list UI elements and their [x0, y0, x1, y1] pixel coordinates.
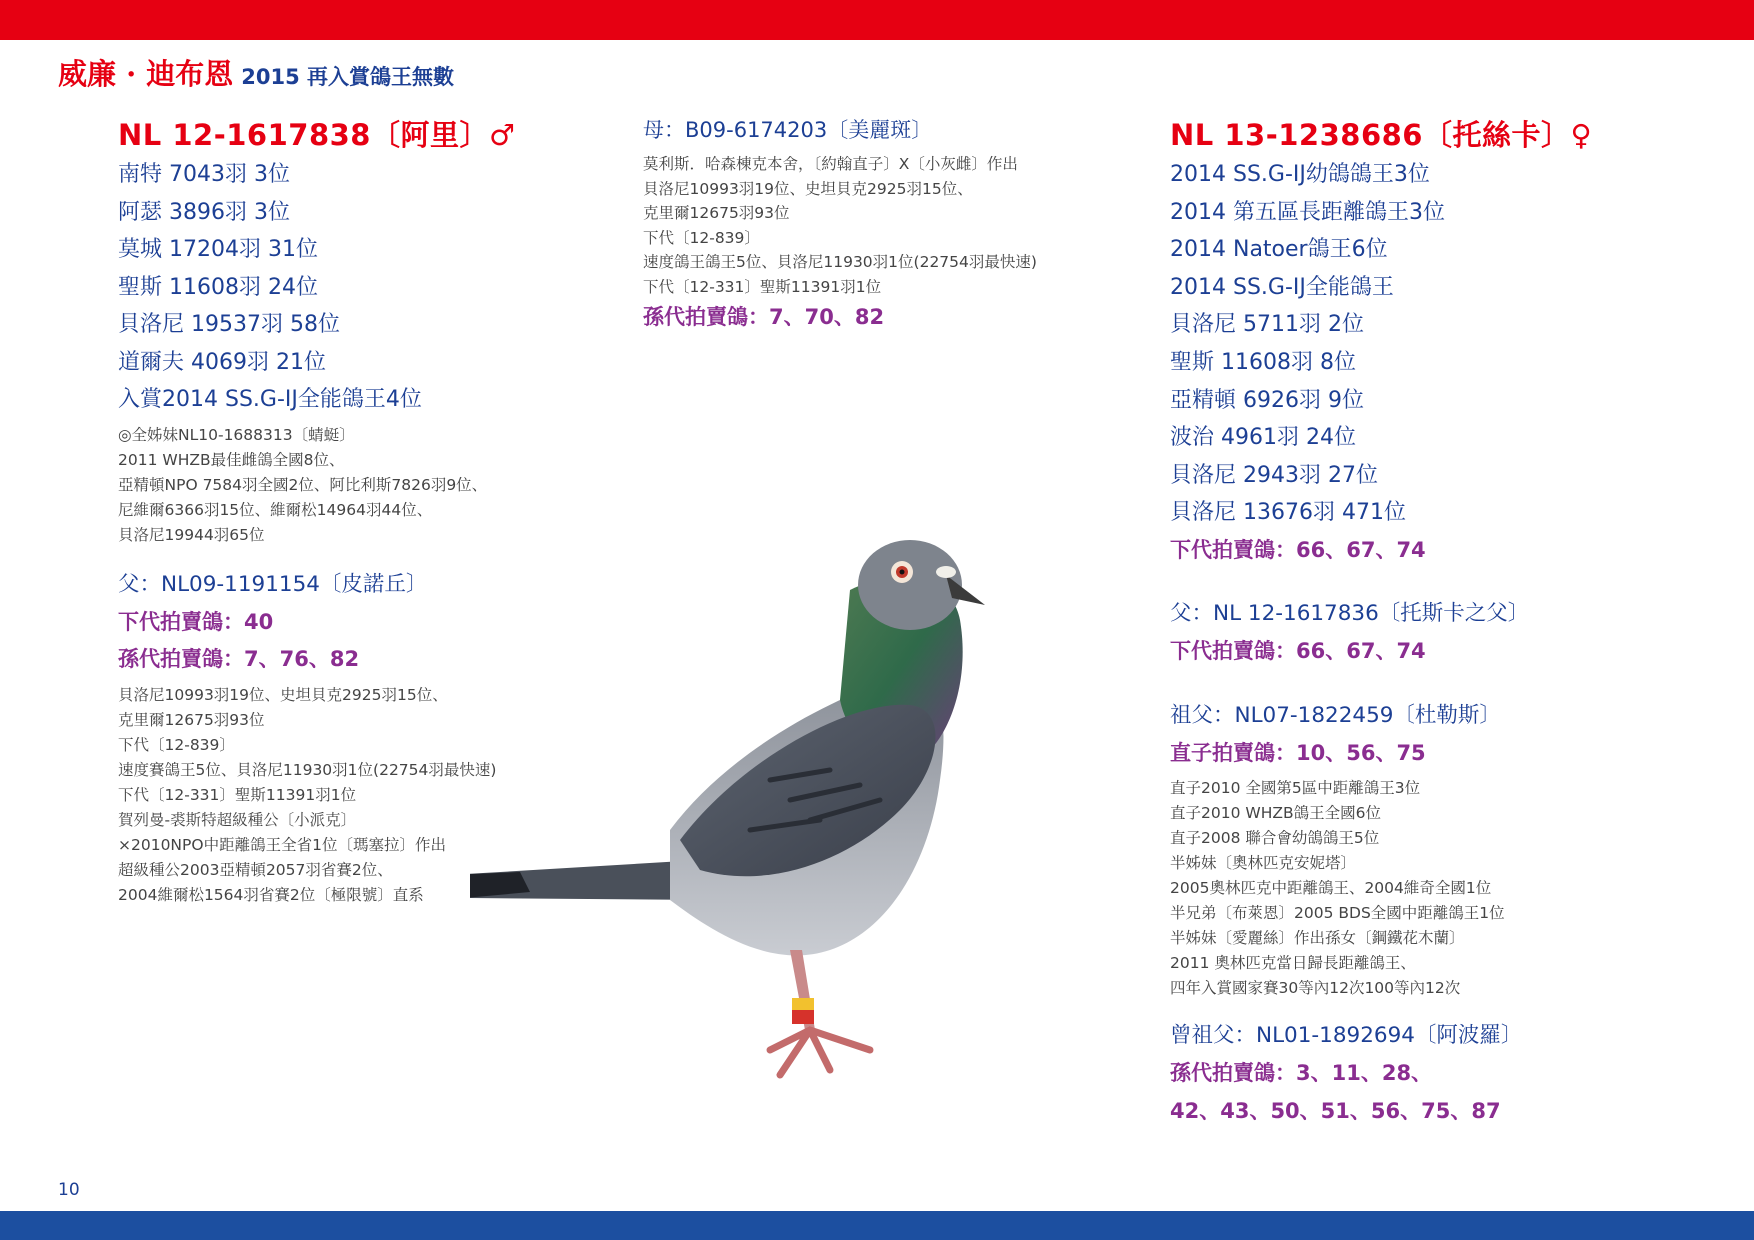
- note-line: 下代〔12-331〕聖斯11391羽1位: [643, 277, 882, 296]
- achievement-line: 聖斯 11608羽 8位: [1170, 349, 1356, 375]
- hen-father-offspring: 下代拍賣鴿：66、67、74: [1170, 639, 1426, 664]
- ggf-grand-offspring-2: 42、43、50、51、56、75、87: [1170, 1098, 1501, 1123]
- note-line: 速度賽鴿王5位、貝洛尼11930羽1位(22754羽最快速): [118, 760, 497, 779]
- achievement-line: 2014 第五區長距離鴿王3位: [1170, 199, 1445, 225]
- note-line: 賀列曼-裘斯特超級種公〔小派克〕: [118, 810, 357, 829]
- note-line: 2011 WHZB最佳雌鴿全國8位、: [118, 450, 345, 469]
- mother-grand-offspring: 孫代拍賣鴿：7、70、82: [643, 305, 885, 329]
- note-line: 下代〔12-331〕聖斯11391羽1位: [118, 785, 357, 804]
- note-line: 超級種公2003亞精頓2057羽省賽2位、: [118, 860, 393, 879]
- father-offspring: 下代拍賣鴿：40: [118, 609, 274, 634]
- note-line: 莫利斯．哈森棟克本舍，〔約翰直子〕X〔小灰雌〕作出: [643, 155, 1018, 173]
- mother-title: 母：B09-6174203〔美麗斑〕: [643, 118, 933, 142]
- note-line: 克里爾12675羽93位: [643, 204, 790, 222]
- hen-grandfather: 祖父：NL07-1822459〔杜勒斯〕: [1170, 702, 1501, 728]
- note-line: 直子2010 WHZB鴿王全國6位: [1170, 804, 1381, 823]
- note-line: 四年入賞國家賽30等內12次100等內12次: [1170, 979, 1461, 998]
- note-line: 下代〔12-839〕: [643, 228, 760, 247]
- note-line: 貝洛尼10993羽19位、史坦貝克2925羽15位、: [118, 685, 448, 704]
- breeder-name: 威廉 · 迪布恩: [58, 57, 234, 91]
- note-line: 半姊妹〔奧林匹克安妮塔〕: [1170, 854, 1357, 873]
- note-line: 半姊妹〔愛麗絲〕作出孫女〔鋼鐵花木蘭〕: [1170, 929, 1465, 948]
- achievement-line: 2014 SS.G-IJ全能鴿王: [1170, 274, 1394, 300]
- column-dam: [643, 114, 1123, 337]
- page-number: 10: [58, 1180, 80, 1200]
- bottom-blue-band: [0, 1211, 1754, 1240]
- grandfather-children: 直子拍賣鴿：10、56、75: [1170, 740, 1426, 765]
- top-red-band: [0, 0, 1754, 40]
- achievement-line: 貝洛尼 13676羽 471位: [1170, 500, 1406, 526]
- note-line: 直子2008 聯合會幼鴿鴿王5位: [1170, 829, 1380, 848]
- achievement-line: 貝洛尼 2943羽 27位: [1170, 462, 1378, 488]
- note-line: ◎全姊妹NL10-1688313〔蜻蜓〕: [118, 425, 355, 444]
- achievement-line: 阿瑟 3896羽 3位: [118, 199, 290, 225]
- achievement-line: 2014 Natoer鴿王6位: [1170, 237, 1388, 263]
- hen-title: NL 13-1238686〔托絲卡〕♀: [1170, 118, 1593, 152]
- achievement-line: 入賞2014 SS.G-IJ全能鴿王4位: [118, 387, 422, 412]
- achievement-line: 聖斯 11608羽 24位: [118, 274, 318, 300]
- sibling-notes: [118, 423, 578, 548]
- note-line: 貝洛尼19944羽65位: [118, 525, 265, 544]
- sire-father: 父：NL09-1191154〔皮諾丘〕: [118, 571, 428, 597]
- note-line: 半兄弟〔布萊恩〕2005 BDS全國中距離鴿王1位: [1170, 904, 1505, 923]
- achievement-line: 亞精頓 6926羽 9位: [1170, 387, 1364, 413]
- father-grand-offspring: 孫代拍賣鴿：7、76、82: [118, 647, 360, 671]
- mother-notes: [643, 152, 1123, 299]
- achievement-line: 2014 SS.G-IJ幼鴿鴿王3位: [1170, 162, 1430, 187]
- header-subtitle: 2015 再入賞鴿王無數: [241, 65, 455, 89]
- sire-title: NL 12-1617838〔阿里〕♂: [118, 118, 516, 152]
- note-line: 亞精頓NPO 7584羽全國2位、阿比利斯7826羽9位、: [118, 475, 488, 494]
- note-line: 下代〔12-839〕: [118, 735, 235, 754]
- note-line: 直子2010 全國第5區中距離鴿王3位: [1170, 779, 1421, 798]
- achievement-line: 波治 4961羽 24位: [1170, 425, 1356, 451]
- achievement-line: 道爾夫 4069羽 21位: [118, 349, 326, 375]
- page-header: [58, 52, 454, 93]
- achievement-line: 南特 7043羽 3位: [118, 162, 290, 187]
- note-line: 克里爾12675羽93位: [118, 710, 265, 729]
- column-hen: [1170, 114, 1690, 1130]
- hen-offspring: 下代拍賣鴿：66、67、74: [1170, 537, 1426, 562]
- note-line: 尼維爾6366羽15位、維爾松14964羽44位、: [118, 500, 433, 519]
- note-line: 貝洛尼10993羽19位、史坦貝克2925羽15位、: [643, 179, 973, 198]
- note-line: 速度鴿王鴿王5位、貝洛尼11930羽1位(22754羽最快速): [643, 253, 1037, 271]
- achievement-line: 莫城 17204羽 31位: [118, 237, 318, 262]
- achievement-line: 貝洛尼 19537羽 58位: [118, 312, 340, 337]
- ggf-grand-offspring-1: 孫代拍賣鴿：3、11、28、: [1170, 1061, 1433, 1086]
- note-line: 2005奧林匹克中距離鴿王、2004維奇全國1位: [1170, 879, 1492, 898]
- note-line: ×2010NPO中距離鴿王全省1位〔瑪塞拉〕作出: [118, 835, 446, 854]
- achievement-line: 貝洛尼 5711羽 2位: [1170, 312, 1364, 338]
- note-line: 2011 奧林匹克當日歸長距離鴿王、: [1170, 954, 1416, 973]
- pigeon-illustration: [470, 530, 1110, 1180]
- hen-great-grandfather: 曾祖父：NL01-1892694〔阿波羅〕: [1170, 1023, 1523, 1049]
- grandfather-notes: [1170, 776, 1690, 1001]
- note-line: 2004維爾松1564羽省賽2位〔極限號〕直系: [118, 885, 424, 904]
- hen-father: 父：NL 12-1617836〔托斯卡之父〕: [1170, 601, 1530, 627]
